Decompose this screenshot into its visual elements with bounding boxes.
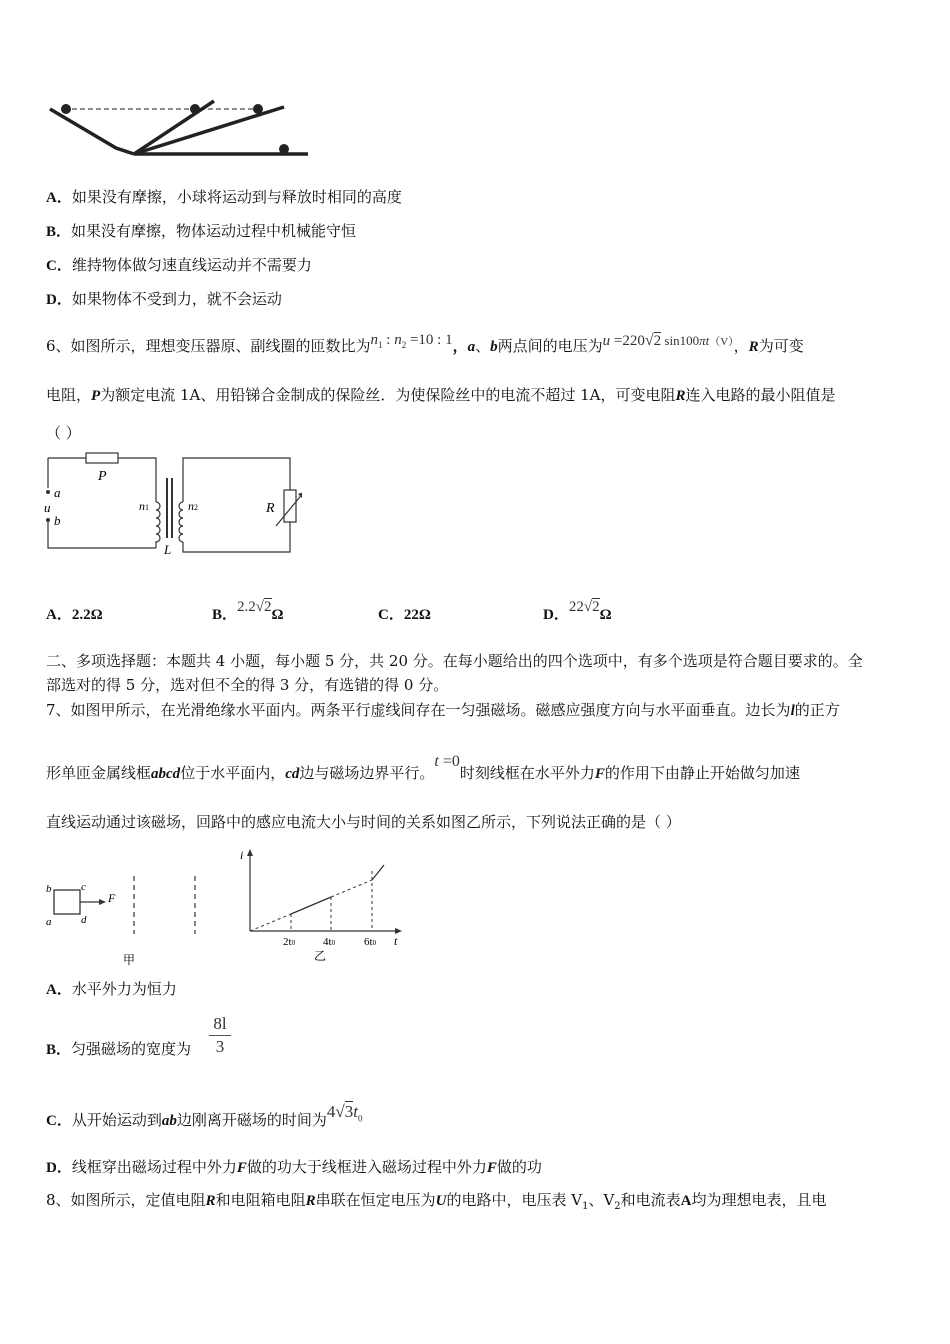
q6-line-1 bbox=[46, 332, 804, 362]
frame-abcd: abcd bbox=[151, 766, 181, 782]
square-frame bbox=[54, 890, 80, 914]
option-text: 22Ω bbox=[403, 607, 431, 623]
q5-option-b bbox=[46, 221, 356, 242]
n1-subscript: 1 bbox=[378, 340, 383, 350]
q5-option-a bbox=[46, 187, 402, 208]
q8-stem-text: 8、如图所示，定值电阻 bbox=[46, 1191, 206, 1209]
left-ramp bbox=[50, 109, 134, 154]
ball-shallow bbox=[253, 104, 263, 114]
t-zero-value: =0 bbox=[438, 753, 460, 770]
sqrt-sign: √ bbox=[335, 1102, 345, 1121]
q7-line-1 bbox=[46, 700, 840, 721]
fig-label-d: d bbox=[81, 914, 87, 926]
q5-option-c bbox=[46, 255, 312, 276]
resistor-R-symbol: R bbox=[748, 339, 759, 355]
q6-answer-paren: （ ） bbox=[46, 424, 81, 442]
option-letter: D． bbox=[543, 607, 569, 623]
option-formula bbox=[569, 599, 600, 615]
fraction-numerator: 8l bbox=[209, 1013, 231, 1036]
q7-option-d bbox=[46, 1157, 542, 1178]
option-letter: B． bbox=[46, 1042, 72, 1058]
option-formula bbox=[237, 599, 271, 615]
fuse-P-symbol: P bbox=[91, 388, 101, 404]
t-zero-formula bbox=[434, 753, 459, 770]
resistor-box-R-symbol: R bbox=[305, 1193, 316, 1209]
sqrt-sign: √ bbox=[583, 599, 593, 615]
axis-label-t: t bbox=[394, 934, 398, 948]
q6-stem-text: 为额定电流 1A、用铅锑合金制成的保险丝．为使保险丝中的电流不超过 1A，可变电阻 bbox=[100, 386, 676, 404]
sqrt-radicand: 3 bbox=[344, 1102, 354, 1121]
ratio-colon: : bbox=[382, 332, 395, 348]
t-subscript: 0 bbox=[357, 1113, 363, 1124]
q6-stem-text: 连入电路的最小阻值是 bbox=[685, 386, 836, 404]
fig-label-u: u bbox=[44, 500, 51, 515]
secondary-coil bbox=[179, 502, 183, 542]
option-letter: D． bbox=[46, 1160, 72, 1176]
fig-label-n2: n2 bbox=[188, 499, 198, 513]
q8-stem-text: 和电流表 bbox=[620, 1191, 681, 1209]
ratio-value: =10 : 1 bbox=[406, 332, 453, 348]
text-sep: 、 bbox=[475, 337, 491, 355]
n2-symbol: n bbox=[394, 332, 402, 348]
shallow-ramp bbox=[134, 107, 284, 154]
tick-label-2t0: 2t0 bbox=[283, 936, 296, 948]
current-extrapolation bbox=[250, 914, 291, 931]
u-symbol: u bbox=[602, 333, 611, 349]
fig-label-n1: n1 bbox=[139, 499, 149, 513]
q6-stem-text: 两点间的电压为 bbox=[497, 337, 603, 355]
q6-stem-text: 电阻， bbox=[46, 386, 92, 404]
option-text: 2.2Ω bbox=[71, 607, 103, 623]
q8-stem-text: 均为理想电表，且电 bbox=[691, 1191, 827, 1209]
text-sep: ， bbox=[733, 337, 749, 355]
q6-stem-text: 6、如图所示，理想变压器原、副线圈的匝数比为 bbox=[46, 337, 371, 355]
option-text: 水平外力为恒力 bbox=[71, 980, 177, 998]
ball-start bbox=[61, 104, 71, 114]
option-text: 匀强磁场的宽度为 bbox=[71, 1040, 192, 1058]
option-letter: B． bbox=[46, 224, 72, 240]
edge-ab: ab bbox=[161, 1113, 177, 1129]
fig-label-a: a bbox=[46, 916, 52, 928]
tick-label-6t0: 6t0 bbox=[364, 936, 377, 948]
text-sep: ， bbox=[452, 339, 468, 355]
arrow-head-icon bbox=[99, 899, 106, 905]
point-b: b bbox=[490, 339, 498, 355]
q7-line-2 bbox=[46, 753, 800, 784]
edge-cd: cd bbox=[285, 766, 300, 782]
n2-subscript: 2 bbox=[401, 340, 407, 350]
n1-symbol: n bbox=[370, 332, 379, 348]
sqrt-sign: √ bbox=[644, 332, 654, 349]
section2-line-1: 二、多项选择题：本题共 4 小题，每小题 5 分，共 20 分。在每小题给出的四个选项中，有多个选项是符合题目要求的。全 bbox=[46, 652, 863, 670]
force-F: F bbox=[594, 766, 605, 782]
q5-option-d bbox=[46, 289, 282, 310]
resistor-R-symbol: R bbox=[205, 1193, 216, 1209]
fig-label-a: a bbox=[54, 485, 61, 500]
voltage-formula bbox=[603, 333, 734, 349]
q7-stem-text: 的作用下由静止开始做匀加速 bbox=[604, 764, 800, 782]
resistor-R-symbol: R bbox=[675, 388, 686, 404]
q6-option-d bbox=[543, 599, 612, 625]
variable-resistor-arrow bbox=[276, 492, 302, 526]
q8-stem-text: 串联在恒定电压为 bbox=[315, 1191, 436, 1209]
q6-option-b bbox=[212, 599, 284, 625]
sin-term: sin100 bbox=[661, 333, 700, 348]
q7-stem-text: 位于水平面内， bbox=[180, 764, 286, 782]
formula-coef: 4 bbox=[326, 1102, 336, 1121]
fuse-P bbox=[86, 453, 118, 463]
voltage-amplitude: =220 bbox=[610, 333, 645, 349]
formula-coef: 2.2 bbox=[237, 599, 256, 615]
figure-jia bbox=[40, 870, 210, 970]
option-letter: B． bbox=[212, 607, 238, 623]
voltage-unit: （V） bbox=[709, 336, 734, 348]
current-gap bbox=[331, 880, 372, 897]
sqrt-radicand: 2 bbox=[592, 599, 600, 615]
force-F: F bbox=[236, 1160, 247, 1176]
arrow-head-icon bbox=[247, 849, 253, 856]
q8-stem-text: 的电路中，电压表 V bbox=[446, 1191, 583, 1209]
q7-stem-text: 时刻线框在水平外力 bbox=[459, 764, 595, 782]
option-letter: D． bbox=[46, 292, 72, 308]
q8-stem-text: 和电阻箱电阻 bbox=[215, 1191, 306, 1209]
option-letter: C． bbox=[378, 607, 404, 623]
section2-line-2: 部选对的得 5 分，选对但不全的得 3 分，有选错的得 0 分。 bbox=[46, 676, 449, 694]
turns-ratio-formula bbox=[371, 332, 453, 348]
q8-line-1 bbox=[46, 1190, 827, 1217]
tick-label-4t0: 4t0 bbox=[323, 936, 336, 948]
sqrt-radicand: 2 bbox=[653, 333, 662, 349]
option-text: 从开始运动到 bbox=[71, 1111, 162, 1129]
ammeter-A-symbol: A bbox=[680, 1193, 692, 1209]
axis-label-i: i bbox=[240, 848, 244, 862]
point-a: a bbox=[467, 339, 476, 355]
fig-label-R: R bbox=[266, 501, 275, 516]
ball-steep bbox=[190, 104, 200, 114]
option-unit: Ω bbox=[271, 607, 284, 623]
fraction-8l-over-3 bbox=[209, 1013, 231, 1058]
q6-line-2 bbox=[46, 385, 836, 406]
option-text: 如果没有摩擦，物体运动过程中机械能守恒 bbox=[71, 222, 357, 240]
fig-label-b: b bbox=[46, 883, 52, 895]
option-letter: C． bbox=[46, 258, 72, 274]
option-text: 线框穿出磁场过程中外力 bbox=[71, 1158, 237, 1176]
option-letter: A． bbox=[46, 190, 72, 206]
side-length-l: l bbox=[790, 703, 795, 719]
q7-option-a bbox=[46, 979, 177, 1000]
fig-label-P: P bbox=[98, 469, 107, 484]
fig-label-L: L bbox=[164, 542, 172, 557]
figure-yi-graph bbox=[232, 845, 412, 965]
t-symbol: t bbox=[353, 1102, 358, 1121]
option-text: 做的功大于线框进入磁场过程中外力 bbox=[246, 1158, 487, 1176]
force-F: F bbox=[486, 1160, 497, 1176]
option-unit: Ω bbox=[599, 607, 612, 623]
current-segment-exiting bbox=[372, 865, 384, 880]
time-formula bbox=[326, 1102, 363, 1124]
sqrt-radicand: 2 bbox=[264, 599, 272, 615]
q7-stem-text: 形单匝金属线框 bbox=[46, 764, 152, 782]
q7-stem-text: 边与磁场边界平行。 bbox=[299, 764, 435, 782]
option-text: 边刚离开磁场的时间为 bbox=[176, 1111, 327, 1129]
fig-caption-yi: 乙 bbox=[314, 949, 327, 963]
q7-option-c bbox=[46, 1102, 363, 1136]
fig-caption-jia: 甲 bbox=[123, 953, 136, 967]
t-symbol: t bbox=[434, 753, 439, 770]
incline-ball-figure bbox=[44, 96, 314, 160]
option-text: 如果没有摩擦，小球将运动到与释放时相同的高度 bbox=[71, 188, 402, 206]
v2-subscript: 2 bbox=[614, 1201, 621, 1212]
q7-line-3: 直线运动通过该磁场，回路中的感应电流大小与时间的关系如图乙所示，下列说法正确的是（ ） bbox=[46, 813, 681, 831]
terminal-a bbox=[46, 490, 50, 494]
variable-resistor-R bbox=[284, 490, 296, 522]
pi-t-term: πt bbox=[699, 333, 710, 348]
fraction-denominator: 3 bbox=[215, 1037, 225, 1056]
v1-subscript: 1 bbox=[582, 1201, 589, 1212]
option-text: 维持物体做匀速直线运动并不需要力 bbox=[71, 256, 312, 274]
voltage-U-symbol: U bbox=[435, 1193, 447, 1209]
sqrt-sign: √ bbox=[255, 599, 264, 615]
q7-option-b bbox=[46, 1039, 191, 1060]
q7-stem-text: 7、如图甲所示，在光滑绝缘水平面内。两条平行虚线间存在一匀强磁场。磁感应强度方向与水平面垂直。边长为 bbox=[46, 701, 791, 719]
q6-option-c bbox=[378, 604, 431, 625]
current-segment-entering bbox=[291, 897, 331, 914]
option-letter: A． bbox=[46, 982, 72, 998]
option-letter: A． bbox=[46, 607, 72, 623]
option-text: 做的功 bbox=[496, 1158, 542, 1176]
q7-stem-text: 的正方 bbox=[794, 701, 840, 719]
fig-label-b: b bbox=[54, 513, 61, 528]
option-letter: C． bbox=[46, 1113, 72, 1129]
q6-stem-text: 为可变 bbox=[758, 337, 804, 355]
terminal-b bbox=[46, 518, 50, 522]
q8-stem-text: 、V bbox=[588, 1191, 615, 1209]
fig-label-c: c bbox=[81, 881, 86, 893]
fig-label-F: F bbox=[108, 891, 116, 905]
q6-option-a bbox=[46, 604, 103, 625]
transformer-circuit-figure bbox=[40, 450, 302, 558]
option-text: 如果物体不受到力，就不会运动 bbox=[71, 290, 282, 308]
formula-coef: 22 bbox=[568, 599, 584, 615]
primary-coil bbox=[156, 502, 160, 548]
ball-flat bbox=[279, 144, 289, 154]
